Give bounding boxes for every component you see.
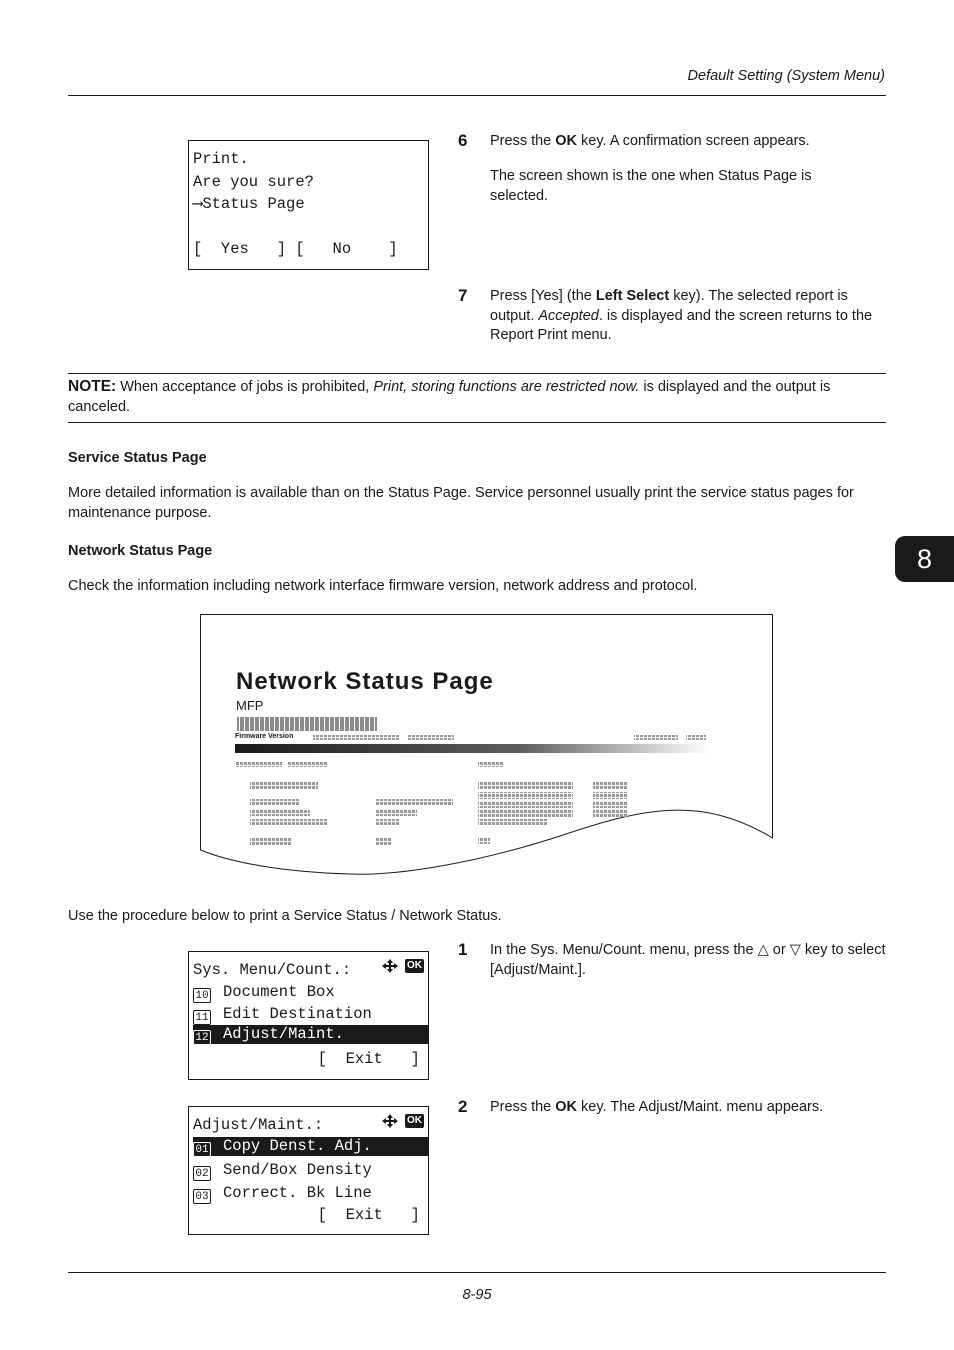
footer-rule [68,1272,886,1273]
nav-indicators [381,1113,424,1129]
step-number: 7 [458,286,468,305]
item-number-badge: 02 [193,1166,211,1181]
section-body: Check the information including network interface firmware version, network address and protocol. [68,578,698,594]
menu-item-label: Correct. Bk Line [223,1184,372,1202]
text: key). The selected report is output. [490,288,848,324]
down-arrow-icon: ▽ [789,942,801,958]
sheet-outline [200,614,773,876]
ok-key-icon: OK [407,960,422,971]
text: Press the [490,1099,556,1115]
text: key. The Adjust/Maint. menu appears. [577,1099,824,1115]
text: . is displayed and the screen returns to the Report Print menu. [490,307,873,343]
note-label: NOTE: [68,378,117,395]
step-1-text [490,941,886,980]
menu-item-label: Send/Box Density [223,1161,372,1179]
key-name: Left Select [595,288,670,304]
ok-key-icon: OK [407,1115,422,1126]
message: Print, storing functions are restricted now. [373,379,640,395]
running-header: Default Setting (System Menu) [687,68,885,84]
nav-indicators [381,958,424,974]
menu-item-label: Document Box [223,983,335,1001]
text: key to select [Adjust/Maint.]. [490,942,886,978]
screen-line [193,215,428,237]
header-rule [68,95,886,96]
item-number-badge: 10 [193,988,211,1003]
menu-item [193,981,428,1003]
page-number: 8-95 [462,1287,492,1303]
title-text: Adjust/Maint.: [193,1116,324,1134]
text: In the Sys. Menu/Count. menu, press the [490,942,758,958]
menu-item-label: Copy Denst. Adj. [223,1137,372,1155]
step-6-note: The screen shown is the one when Status Page is selected. [490,168,812,204]
step-2-text [490,1098,886,1118]
sys-menu-screen [188,951,429,1080]
network-status-sample [200,614,773,876]
text: is displayed and the output is canceled. [68,379,831,415]
menu-item-label: Adjust/Maint. [223,1025,344,1043]
firmware-label: Firmware Version [235,733,294,740]
text: When acceptance of jobs is prohibited, [116,379,374,395]
menu-item-label: Edit Destination [223,1005,372,1023]
up-arrow-icon: △ [757,942,769,958]
step-number: 6 [458,131,468,150]
softkey-line: [ Exit ] [317,1206,420,1224]
sheet-title: Network Status Page [236,668,494,695]
title-text: Sys. Menu/Count.: [193,961,352,979]
confirm-screen [188,140,429,270]
message: Accepted [538,307,599,324]
menu-item [193,1182,428,1204]
arrow-cross-icon [381,958,399,974]
screen-line: ⟶Status Page [193,195,305,213]
section-heading: Service Status Page [68,450,207,466]
arrow-cross-icon [381,1113,399,1129]
step-6-text [490,132,886,152]
item-number-badge: 01 [193,1142,211,1157]
text: key. A confirmation screen appears. [577,133,810,149]
item-number-badge: 12 [193,1030,211,1045]
softkey-line: [ Yes ] [ No ] [193,240,398,258]
menu-item [193,1003,428,1025]
menu-item-selected [193,1137,428,1156]
text: Press the [490,133,556,149]
note-rule-bottom [68,422,886,423]
text: Press [Yes] (the [490,288,596,304]
key-name: OK [555,1099,578,1115]
text: or [768,942,790,958]
menu-item-selected [193,1025,428,1044]
screen-line: Print. [193,150,249,168]
note-rule-top [68,373,886,374]
section-heading: Network Status Page [68,543,213,559]
procedure-intro: Use the procedure below to print a Service Status / Network Status. [68,908,502,924]
sheet-model: MFP [236,698,264,713]
step-number: 2 [458,1097,468,1116]
section-body: More detailed information is available than on the Status Page. Service personnel usually print the service status pages for maintenance purpose. [68,485,854,521]
step-7-text [490,287,886,346]
screen-line: Are you sure? [193,173,314,191]
item-number-badge: 11 [193,1010,211,1025]
adjust-maint-screen [188,1106,429,1235]
key-name: OK [555,133,578,149]
chapter-tab: 8 [895,536,954,582]
note [68,377,886,417]
item-number-badge: 03 [193,1189,211,1204]
step-number: 1 [458,940,468,959]
softkey-line: [ Exit ] [317,1050,420,1068]
menu-item [193,1159,428,1181]
